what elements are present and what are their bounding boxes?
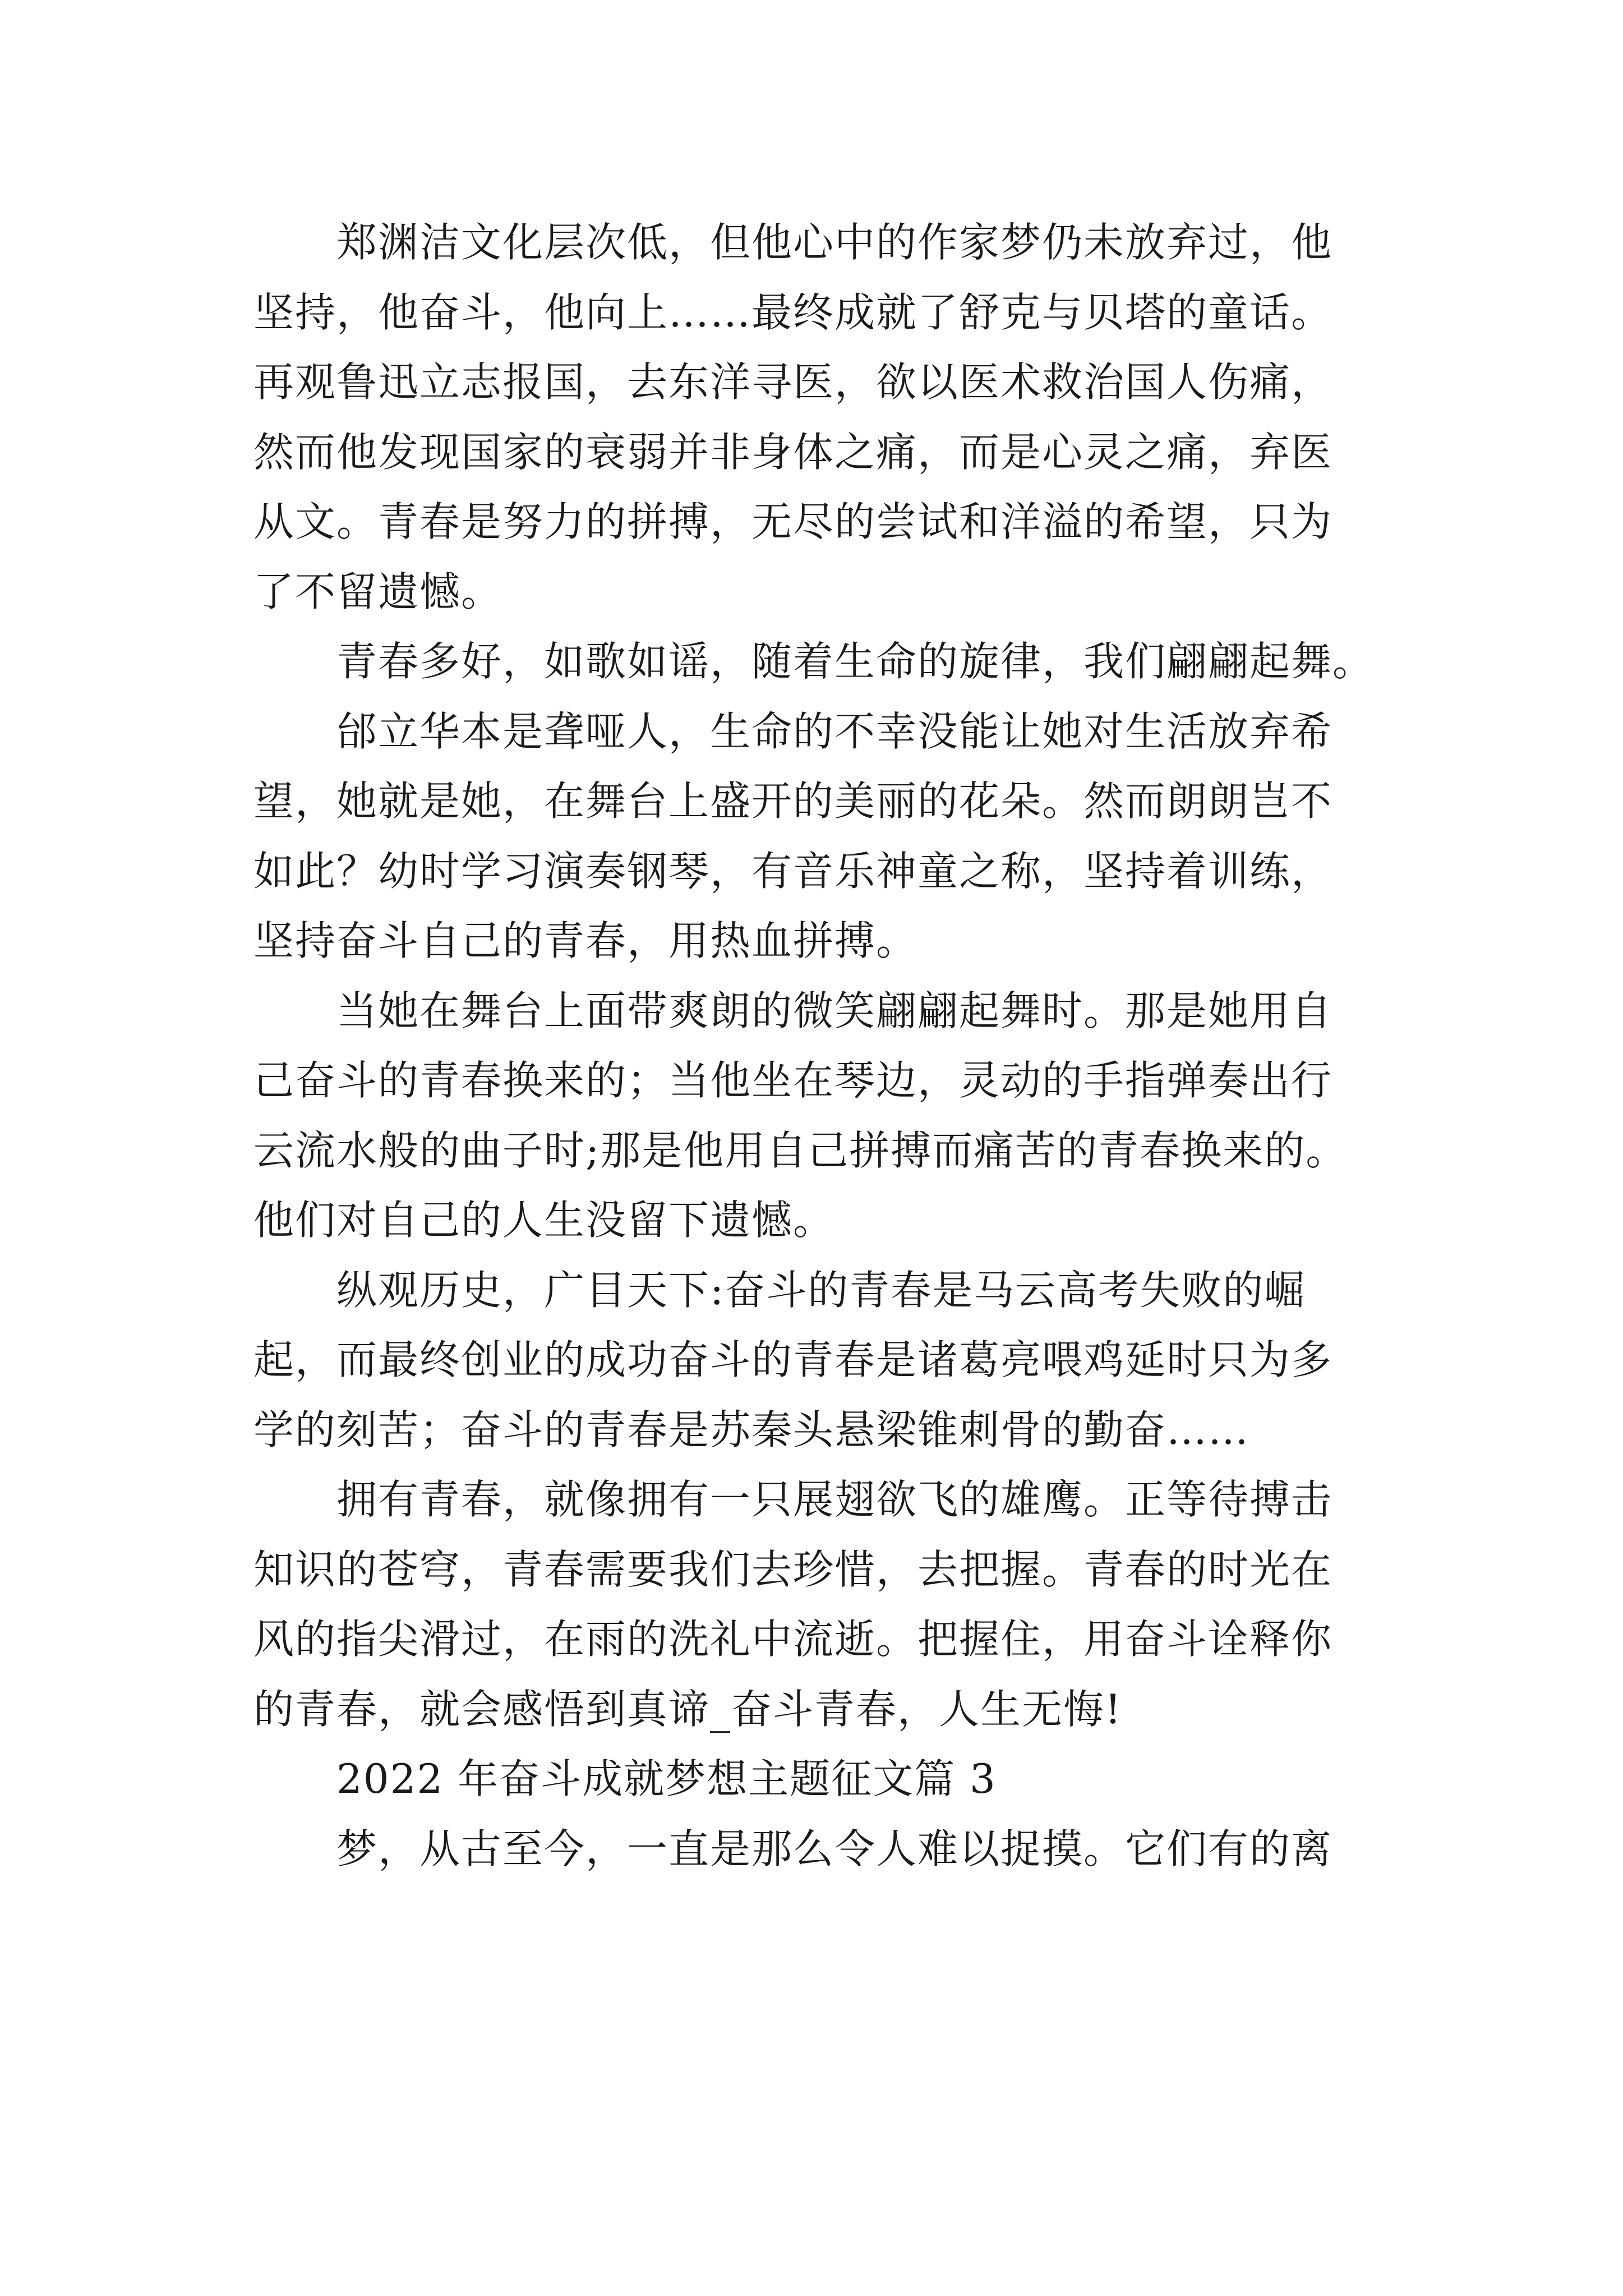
text-line: 起，而最终创业的成功奋斗的青春是诸葛亮喂鸡延时只为多	[253, 1336, 1333, 1383]
text-line: 然而他发现国家的衰弱并非身体之痛，而是心灵之痛，弃医	[253, 428, 1333, 476]
text-line: 如此？幼时学习演奏钢琴，有音乐神童之称，坚持着训练，	[253, 847, 1333, 895]
text-line: 坚持，他奋斗，他向上……最终成就了舒克与贝塔的童话。	[253, 288, 1333, 336]
text-line: 学的刻苦；奋斗的青春是苏秦头悬梁锥刺骨的勤奋……	[253, 1406, 1250, 1453]
text-line: 纵观历史，广目天下:奋斗的青春是马云高考失败的崛	[336, 1266, 1306, 1314]
text-line: 梦，从古至今，一直是那么令人难以捉摸。它们有的离	[336, 1825, 1333, 1872]
text-line: 风的指尖滑过，在雨的洗礼中流逝。把握住，用奋斗诠释你	[253, 1616, 1333, 1663]
document-body	[253, 208, 1409, 1884]
text-line: 云流水般的曲子时;那是他用自己拼搏而痛苦的青春换来的。	[253, 1126, 1348, 1174]
text-line: 邰立华本是聋哑人，生命的不幸没能让她对生活放弃希	[336, 707, 1333, 755]
text-line: 他们对自己的人生没留下遗憾。	[253, 1197, 835, 1244]
text-line: 当她在舞台上面带爽朗的微笑翩翩起舞时。那是她用自	[336, 987, 1333, 1034]
text-line: 的青春，就会感悟到真谛_奋斗青春，人生无悔!	[253, 1685, 1122, 1733]
text-line: 望，她就是她，在舞台上盛开的美丽的花朵。然而朗朗岂不	[253, 777, 1333, 825]
text-line: 己奋斗的青春换来的；当他坐在琴边，灵动的手指弹奏出行	[253, 1057, 1333, 1104]
text-line: 拥有青春，就像拥有一只展翅欲飞的雄鹰。正等待搏击	[336, 1476, 1333, 1523]
text-line: 从文。青春是努力的拼搏，无尽的尝试和洋溢的希望，只为	[253, 498, 1333, 545]
text-line: 再观鲁迅立志报国，去东洋寻医，欲以医术救治国人伤痛，	[253, 358, 1333, 406]
text-line: 坚持奋斗自己的青春，用热血拼搏。	[253, 917, 918, 964]
text-line: 知识的苍穹，青春需要我们去珍惜，去把握。青春的时光在	[253, 1545, 1333, 1593]
text-line: 了不留遗憾。	[253, 568, 503, 615]
text-line: 青春多好，如歌如谣，随着生命的旋律，我们翩翩起舞。	[336, 638, 1375, 685]
text-line: 郑渊洁文化层次低，但他心中的作家梦仍未放弃过，他	[336, 219, 1333, 266]
section-heading: 2022 年奋斗成就梦想主题征文篇 3	[336, 1755, 997, 1802]
